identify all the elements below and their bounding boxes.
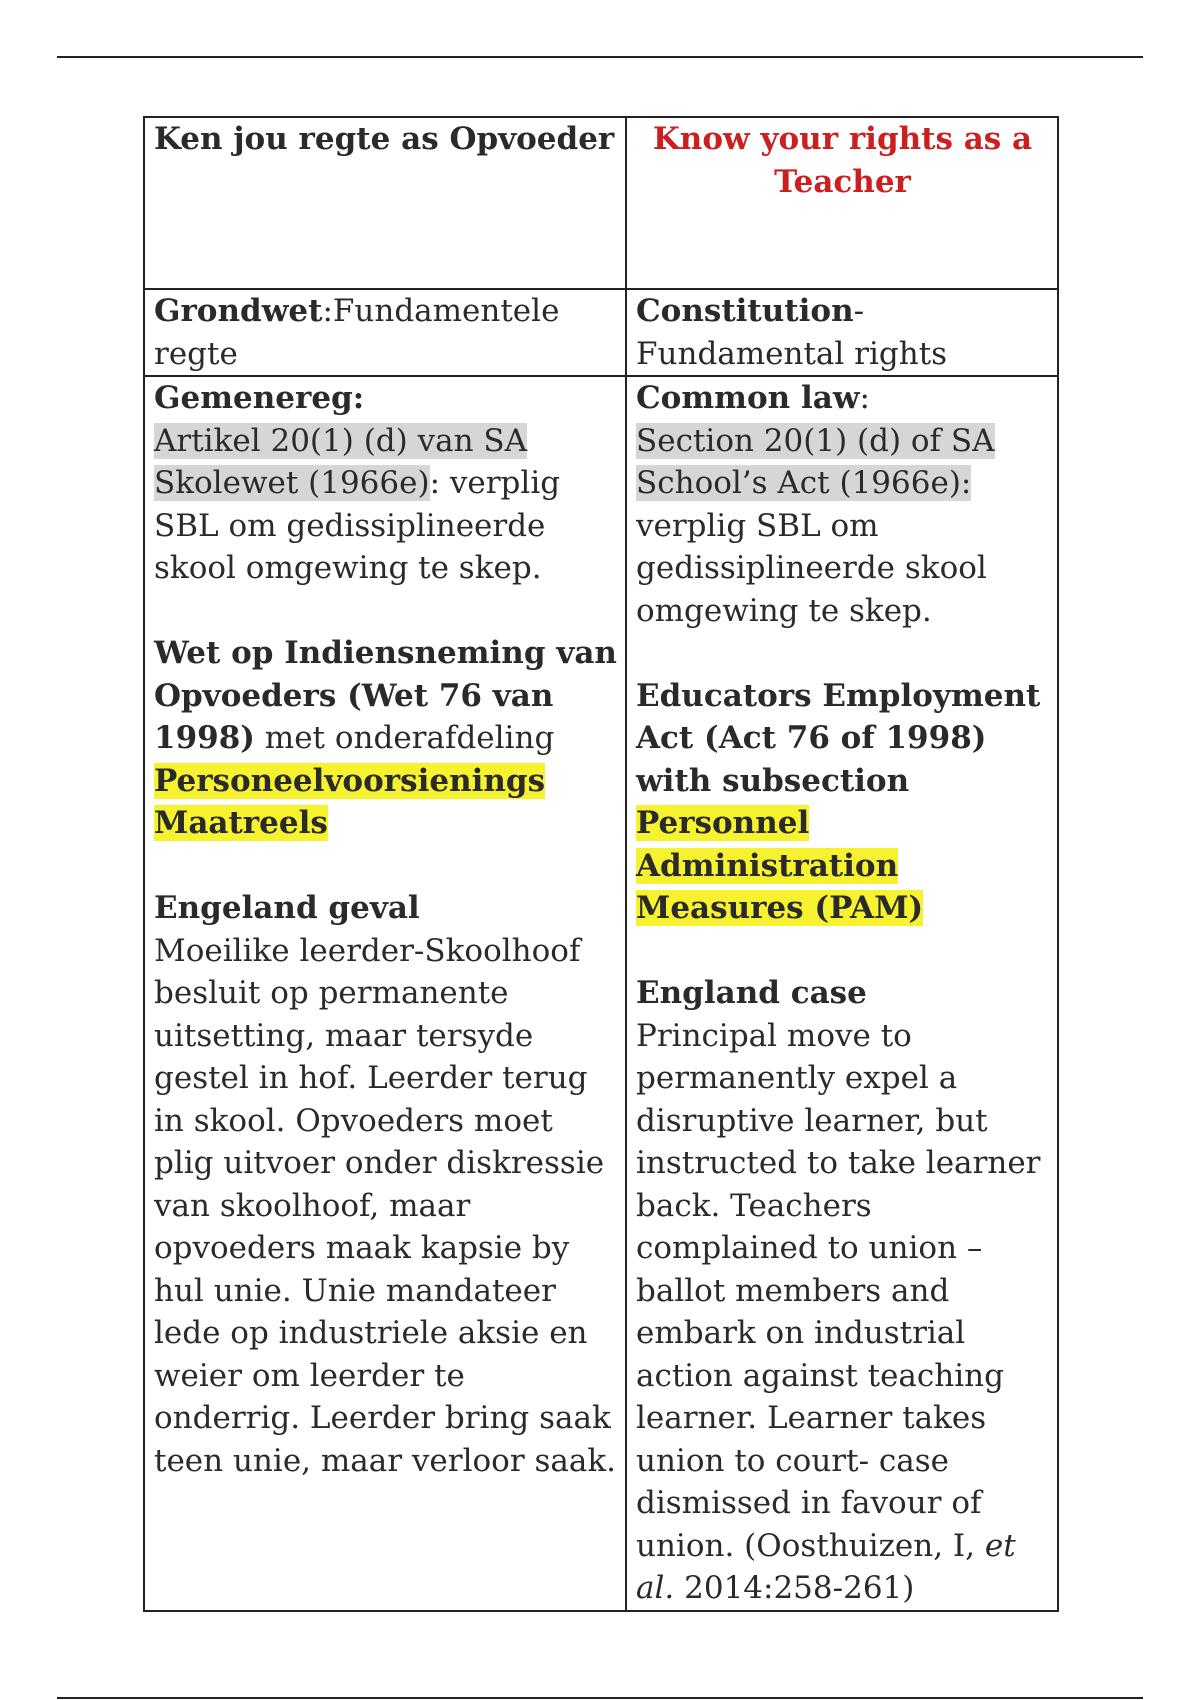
left-case-text: Moeilike leerder-Skoolhoof besluit op permanente uitsetting, maar tersyde gestel in hof. Leerder terug in skool. Opvoeders moet plig uitvoer onder diskressie van skoolhoof, maar opvoeders maak kapsie by hul unie. Unie mandateer lede op industriele aksie en weier om leerder te onderrig. Leerder bring saak teen unie, maar verloor saak.: [154, 932, 617, 1479]
right-section-ref-line1: Section 20(1) (d) of SA: [636, 422, 995, 459]
right-case-heading: England case: [636, 975, 867, 1011]
right-common-law-colon: :: [859, 380, 870, 416]
right-section-ref-line2: School’s Act (1966e):: [636, 465, 972, 501]
constitution-row: [144, 289, 1058, 376]
header-right-title-line1: Know your rights as a: [652, 121, 1033, 157]
header-row: [144, 117, 1058, 289]
left-act-text: met onderafdeling: [254, 720, 555, 756]
main-row: [144, 376, 1058, 1611]
constitution-right-cell: [626, 289, 1058, 376]
constitution-left-text: :Fundamentele regte: [154, 293, 560, 372]
right-common-law-block: [636, 377, 1049, 632]
header-left-title: Ken jou regte as Opvoeder: [154, 121, 615, 157]
main-left-cell: [144, 376, 626, 1611]
constitution-right-bold: Constitution: [636, 293, 854, 329]
right-case-cite: 2014:258-261): [674, 1570, 915, 1606]
header-right-cell: [626, 117, 1058, 289]
constitution-right-text: -Fundamental rights: [636, 293, 948, 372]
right-act-heading: Educators Employment Act (Act 76 of 1998) with subsection: [636, 677, 1041, 799]
left-common-law-block: [154, 377, 617, 590]
left-act-block: [154, 632, 617, 845]
left-common-law-heading: Gemenereg:: [154, 380, 365, 416]
left-case-block: [154, 887, 617, 1482]
left-act-heading: Wet op Indiensneming van Opvoeders (Wet 76 van 1998): [154, 635, 617, 756]
constitution-left-bold: Grondwet: [154, 293, 323, 329]
right-common-law-heading: Common law: [636, 380, 860, 416]
right-act-block: [636, 675, 1049, 930]
spacer: [154, 845, 617, 888]
left-section-ref-line1: Artikel 20(1) (d) van SA: [154, 422, 528, 459]
top-rule: [57, 56, 1143, 58]
left-section-rest: : verplig SBL om gedissiplineerde skool omgewing te skep.: [154, 465, 561, 586]
left-case-heading: Engeland geval: [154, 890, 420, 926]
right-section-rest: verplig SBL om gedissiplineerde skool omgewing te skep.: [636, 507, 987, 629]
spacer: [154, 590, 617, 633]
rights-table: [143, 116, 1059, 1612]
constitution-left-cell: [144, 289, 626, 376]
right-case-block: [636, 972, 1049, 1610]
right-case-etal: et al.: [636, 1527, 1016, 1606]
spacer: [636, 632, 1049, 675]
spacer: [636, 930, 1049, 973]
right-act-highlight: Personnel Administration Measures (PAM): [636, 805, 924, 926]
header-left-cell: [144, 117, 626, 289]
bottom-rule: [57, 1697, 1143, 1699]
left-act-highlight: Personeelvoorsienings Maatreels: [154, 762, 546, 841]
right-case-text: Principal move to permanently expel a disruptive learner, but instructed to take learner back. Teachers complained to union –ballot members and embark on industrial action against teaching learner. Learner takes union to court- case dismissed in favour of union. (Oosthuizen, I,: [636, 1017, 1041, 1564]
header-right-title-line2: Teacher: [774, 163, 911, 200]
main-right-cell: [626, 376, 1058, 1611]
left-section-ref-line2: Skolewet (1966e): [154, 465, 430, 501]
